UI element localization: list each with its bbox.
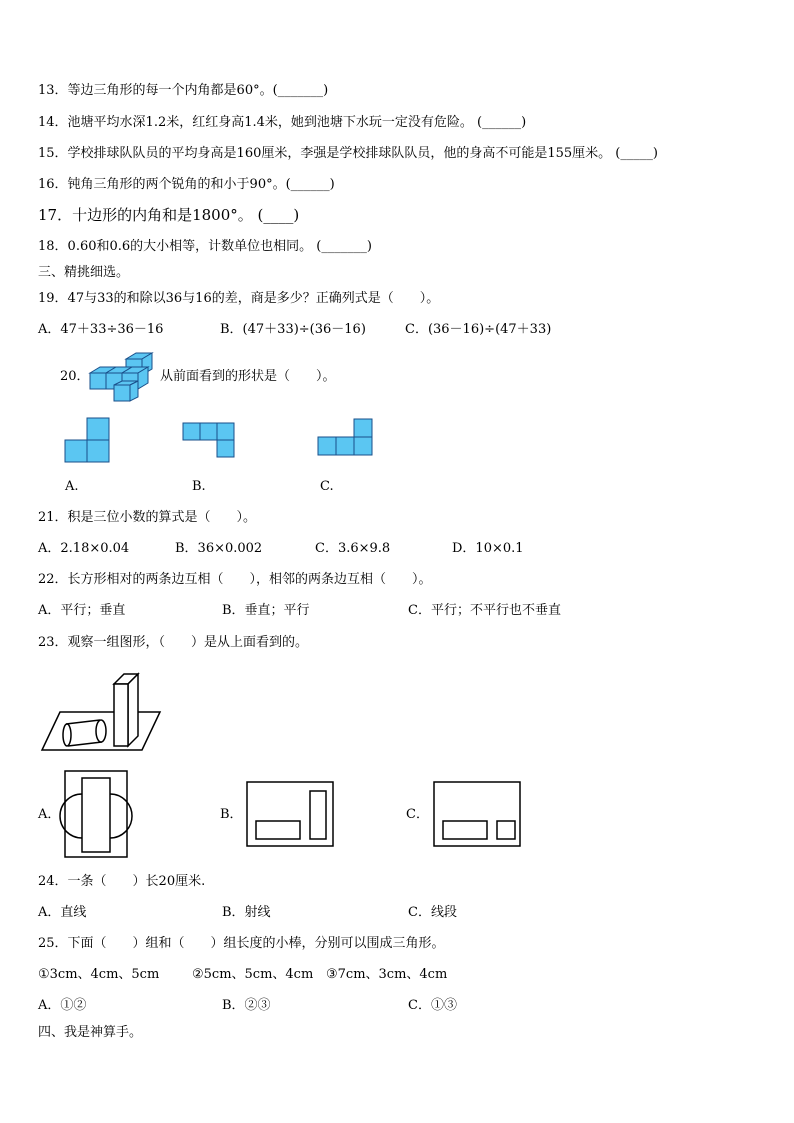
q20-option-a-figure	[65, 418, 109, 462]
q25-group-3: ③7cm、3cm、4cm	[326, 967, 448, 982]
section-3-heading: 三、精挑细选。	[38, 265, 130, 280]
question-21: 21．积是三位小数的算式是（ ）。	[38, 510, 257, 525]
q21-option-a: A．2.18×0.04	[38, 541, 130, 556]
q24-option-c: C．线段	[408, 905, 457, 920]
question-14: 14．池塘平均水深1.2米，红红身高1.4米，她到池塘下水玩一定没有危险。 (______)	[38, 115, 527, 130]
q24-option-a: A．直线	[38, 905, 87, 920]
q21-option-c: C．3.6×9.8	[315, 541, 391, 556]
question-15: 15．学校排球队队员的平均身高是160厘米，李强是学校排球队队员，他的身高不可能是155厘米。 (_____)	[38, 146, 658, 161]
q22-option-c: C．平行；不平行也不垂直	[408, 603, 561, 618]
q25-option-b: B．②③	[222, 998, 271, 1013]
q23-option-a-figure	[64, 770, 128, 858]
q23-option-b: B．	[220, 807, 243, 822]
q21-option-b: B．36×0.002	[175, 541, 263, 556]
question-18: 18．0.60和0.6的大小相等，计数单位也相同。 (_______)	[38, 239, 372, 254]
q20-option-a: A.	[65, 479, 79, 494]
question-16: 16．钝角三角形的两个锐角的和小于90°。(______)	[38, 177, 335, 192]
q20-option-b-figure	[183, 423, 235, 459]
q20-option-c-figure	[318, 419, 372, 457]
section-4-heading: 四、我是神算手。	[38, 1025, 143, 1040]
q19-option-a: A．47＋33÷36－16	[38, 322, 164, 337]
q20-cube-stack-figure	[86, 351, 158, 403]
q20-option-c: C.	[320, 479, 334, 494]
q23-option-b-figure	[246, 781, 334, 847]
q20-number: 20．	[60, 369, 90, 384]
q19-option-b: B．(47＋33)÷(36－16)	[220, 322, 366, 337]
question-23: 23．观察一组图形，（ ）是从上面看到的。	[38, 635, 309, 650]
q20-text: 从前面看到的形状是（ ）。	[160, 369, 336, 384]
q22-option-a: A．平行；垂直	[38, 603, 126, 618]
question-17: 17．十边形的内角和是1800°。 (____)	[38, 206, 300, 224]
q23-option-c: C．	[406, 807, 429, 822]
q22-option-b: B．垂直；平行	[222, 603, 310, 618]
question-24: 24．一条（ ）长20厘米.	[38, 874, 206, 889]
question-19: 19．47与33的和除以36与16的差，商是多少？正确列式是（ ）。	[38, 291, 440, 306]
q25-group-1: ①3cm、4cm、5cm	[38, 967, 160, 982]
q25-option-c: C．①③	[408, 998, 457, 1013]
q21-option-d: D．10×0.1	[452, 541, 524, 556]
q25-option-a: A．①②	[38, 998, 87, 1013]
q24-option-b: B．射线	[222, 905, 271, 920]
q23-3d-objects-figure	[42, 662, 162, 754]
question-22: 22．长方形相对的两条边互相（ ），相邻的两条边互相（ ）。	[38, 572, 432, 587]
q23-option-c-figure	[433, 781, 521, 847]
q20-option-b: B.	[192, 479, 206, 494]
q19-option-c: C．(36－16)÷(47＋33)	[405, 322, 552, 337]
question-13: 13．等边三角形的每一个内角都是60°。(_______)	[38, 83, 329, 98]
question-25: 25．下面（ ）组和（ ）组长度的小棒，分别可以围成三角形。	[38, 936, 445, 951]
q25-group-2: ②5cm、5cm、4cm	[192, 967, 314, 982]
q23-option-a: A．	[38, 807, 61, 822]
